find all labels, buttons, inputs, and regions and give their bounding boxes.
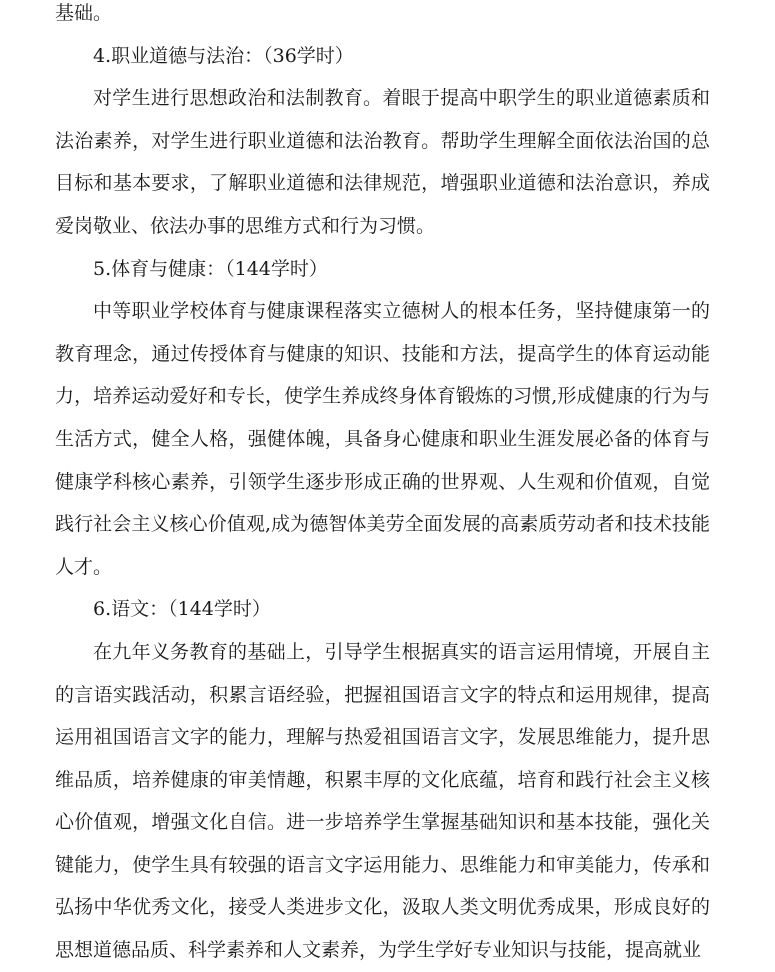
- section-heading-ethics-law: 4.职业道德与法治：（36学时）: [93, 44, 354, 67]
- section-body-pe-health: 中等职业学校体育与健康课程落实立德树人的根本任务，坚持健康第一的教育理念，通过传授体育与健康的知识、技能和方法，提高学生的体育运动能力，培养运动爱好和专长，使学生养成终身体育锻炼的习惯,形成健康的行为与生活方式，健全人格，强健体魄，具备身心健康和职业生涯发展必备的体育与健康学科核心素养，引领学生逐步形成正确的世界观、人生观和价值观，自觉践行社会主义核心价值观,成为德智体美劳全面发展的高素质劳动者和技术技能人才。: [55, 300, 710, 578]
- section-body-chinese: 在九年义务教育的基础上，引导学生根据真实的语言运用情境，开展自主的言语实践活动，积累言语经验，把握祖国语言文字的特点和运用规律，提高运用祖国语言文字的能力，理解与热爱祖国语言文字，发展思维能力，提升思维品质，培养健康的审美情趣，积累丰厚的文化底蕴，培育和践行社会主义核心价值观，增强文化自信。进一步培养学生掌握基础知识和基本技能，强化关键能力，使学生具有较强的语言文字运用能力、思维能力和审美能力，传承和弘扬中华优秀文化，接受人类进步文化，汲取人类文明优秀成果，形成良好的思想道德品质、科学素养和人文素养，为学生学好专业知识与技能，提高就业: [55, 640, 710, 962]
- section-body-ethics-law: 对学生进行思想政治和法制教育。着眼于提高中职学生的职业道德素质和法治素养，对学生进行职业道德和法治教育。帮助学生理解全面依法治国的总目标和基本要求，了解职业道德和法律规范，增强职业道德和法治意识，养成爱岗敬业、依法办事的思维方式和行为习惯。: [55, 87, 710, 237]
- section-heading-pe-health: 5.体育与健康：（144学时）: [93, 257, 328, 280]
- section-heading-chinese: 6.语文：（144学时）: [93, 598, 271, 621]
- continuation-text: 基础。: [55, 2, 113, 24]
- document-body: [55, 0, 710, 972]
